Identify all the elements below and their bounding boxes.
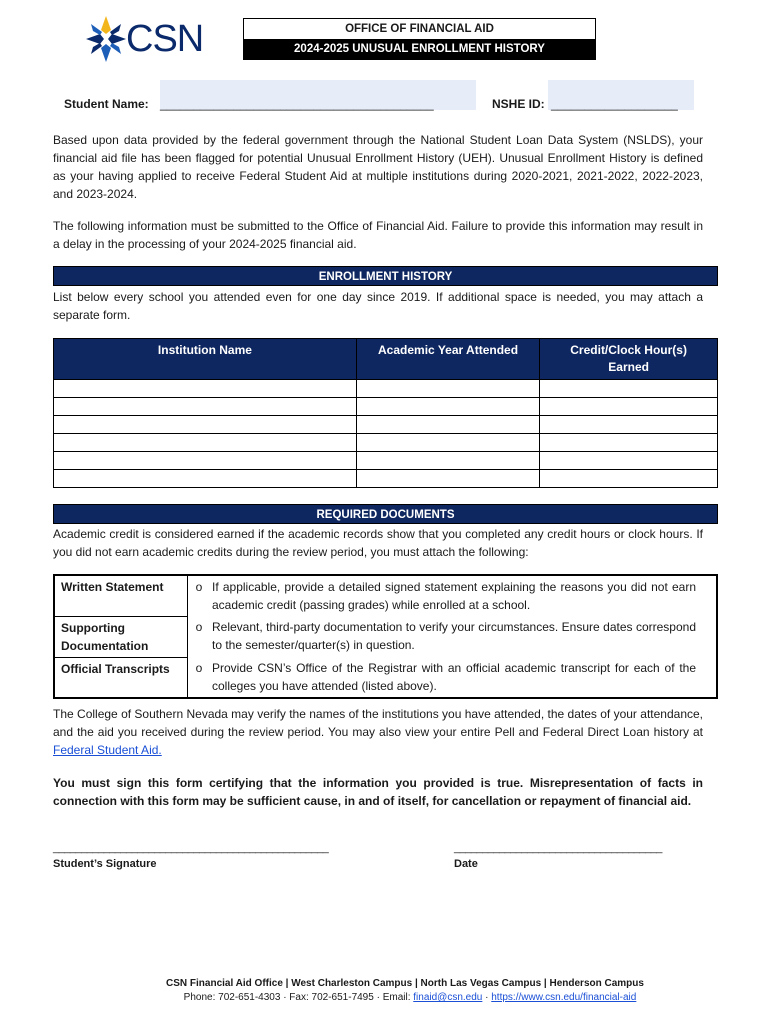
hours-cell[interactable]	[540, 380, 718, 398]
enrollment-instructions: List below every school you attended even for one day since 2019. If additional space is needed, you may attach a separate form.	[53, 290, 703, 322]
institution-cell[interactable]	[54, 434, 357, 452]
certification-statement: You must sign this form certifying that the information you provided is true. Misrepresentation of facts in connection with this form may be sufficient cause, in and of itself, for cancellation or repayment of financial aid.	[53, 776, 703, 808]
intro-paragraph-2: The following information must be submitted to the Office of Financial Aid. Failure to provide this information may result in a delay in the processing of your 2024-2025 financial aid.	[53, 219, 703, 251]
logo-text: CSN	[126, 18, 204, 60]
institution-cell[interactable]	[54, 470, 357, 488]
year-cell[interactable]	[356, 416, 539, 434]
form-header-box	[243, 18, 596, 60]
document-name: Supporting Documentation	[54, 616, 188, 657]
required-documents-table	[53, 574, 718, 699]
table-row	[54, 398, 718, 416]
website-link[interactable]: https://www.csn.edu/financial-aid	[491, 992, 637, 1003]
table-row	[54, 470, 718, 488]
hours-cell[interactable]	[540, 434, 718, 452]
table-row	[54, 434, 718, 452]
form-title: 2024-2025 UNUSUAL ENROLLMENT HISTORY	[244, 39, 595, 59]
nshe-id-label: NSHE ID:	[492, 97, 545, 111]
federal-student-aid-link[interactable]: Federal Student Aid.	[53, 743, 162, 757]
footer-campuses: CSN Financial Aid Office | West Charleston Campus | North Las Vegas Campus | Henderson Campus	[166, 978, 644, 989]
footer-separator: ·	[482, 992, 492, 1003]
enrollment-table	[53, 338, 718, 488]
year-cell[interactable]	[356, 434, 539, 452]
table-row	[54, 452, 718, 470]
signature-label: Student’s Signature	[53, 858, 157, 870]
institution-cell[interactable]	[54, 452, 357, 470]
document-description: If applicable, provide a detailed signed statement explaining the reasons you did not earn academic credit (passing grades) while enrolled at a school.	[212, 580, 696, 612]
date-label: Date	[454, 858, 478, 870]
bullet-icon: o	[195, 661, 203, 675]
document-row	[54, 657, 717, 698]
year-cell[interactable]	[356, 398, 539, 416]
year-cell[interactable]	[356, 380, 539, 398]
enrollment-history-heading: ENROLLMENT HISTORY	[53, 266, 718, 286]
footer-contact	[50, 992, 770, 1003]
table-row	[54, 416, 718, 434]
document-description: Provide CSN’s Office of the Registrar with an official academic transcript for each of the colleges you have attended (listed above).	[212, 661, 696, 693]
institution-cell[interactable]	[54, 398, 357, 416]
date-line[interactable]: _____________________________________	[454, 842, 662, 854]
student-name-line: _________________________________________	[160, 97, 434, 111]
document-row	[54, 616, 717, 657]
document-name: Official Transcripts	[54, 657, 188, 698]
year-cell[interactable]	[356, 452, 539, 470]
hours-cell[interactable]	[540, 470, 718, 488]
nshe-id-line: ___________________	[551, 97, 678, 111]
year-cell[interactable]	[356, 470, 539, 488]
email-link[interactable]: finaid@csn.edu	[413, 992, 483, 1003]
student-name-label: Student Name:	[64, 97, 149, 111]
intro-paragraph-1: Based upon data provided by the federal government through the National Student Loan Data System (NSLDS), your financial aid file has been flagged for potential Unusual Enrollment History (UEH). Unusual Enrollment History is defined as your having applied to receive Federal Student Aid at multiple institutions during 2020-2021, 2021-2022, 2022-2023, and 2023-2024.	[53, 133, 703, 201]
hours-cell[interactable]	[540, 416, 718, 434]
required-instructions: Academic credit is considered earned if the academic records show that you completed any credit hours or clock hours. If you did not earn academic credits during the review period, you must attach the following:	[53, 527, 703, 559]
table-row	[54, 380, 718, 398]
required-documents-heading: REQUIRED DOCUMENTS	[53, 504, 718, 524]
csn-star-icon	[84, 14, 128, 64]
office-name: OFFICE OF FINANCIAL AID	[345, 23, 494, 35]
verification-paragraph	[53, 705, 703, 759]
hours-cell[interactable]	[540, 398, 718, 416]
bullet-icon: o	[195, 620, 203, 634]
document-description: Relevant, third-party documentation to verify your circumstances. Ensure dates correspond to the semester/quarter(s) in question.	[212, 620, 696, 652]
column-header: Academic Year Attended	[356, 339, 539, 380]
document-name: Written Statement	[54, 575, 188, 616]
hours-cell[interactable]	[540, 452, 718, 470]
column-header: Credit/Clock Hour(s) Earned	[540, 339, 718, 380]
column-header: Institution Name	[54, 339, 357, 380]
institution-cell[interactable]	[54, 416, 357, 434]
verification-text: The College of Southern Nevada may verify the names of the institutions you have attended, the dates of your attendance, and the aid you received during the review period. You may also view your entire Pell and Federal Direct Loan history at	[53, 707, 703, 739]
bullet-icon: o	[195, 580, 203, 594]
table-header-row	[54, 339, 718, 380]
document-row	[54, 575, 717, 616]
csn-logo	[84, 14, 214, 66]
institution-cell[interactable]	[54, 380, 357, 398]
signature-line[interactable]: _________________________________________________	[53, 842, 329, 854]
footer-phone-fax: Phone: 702-651-4303 · Fax: 702-651-7495 · Email:	[183, 992, 414, 1003]
